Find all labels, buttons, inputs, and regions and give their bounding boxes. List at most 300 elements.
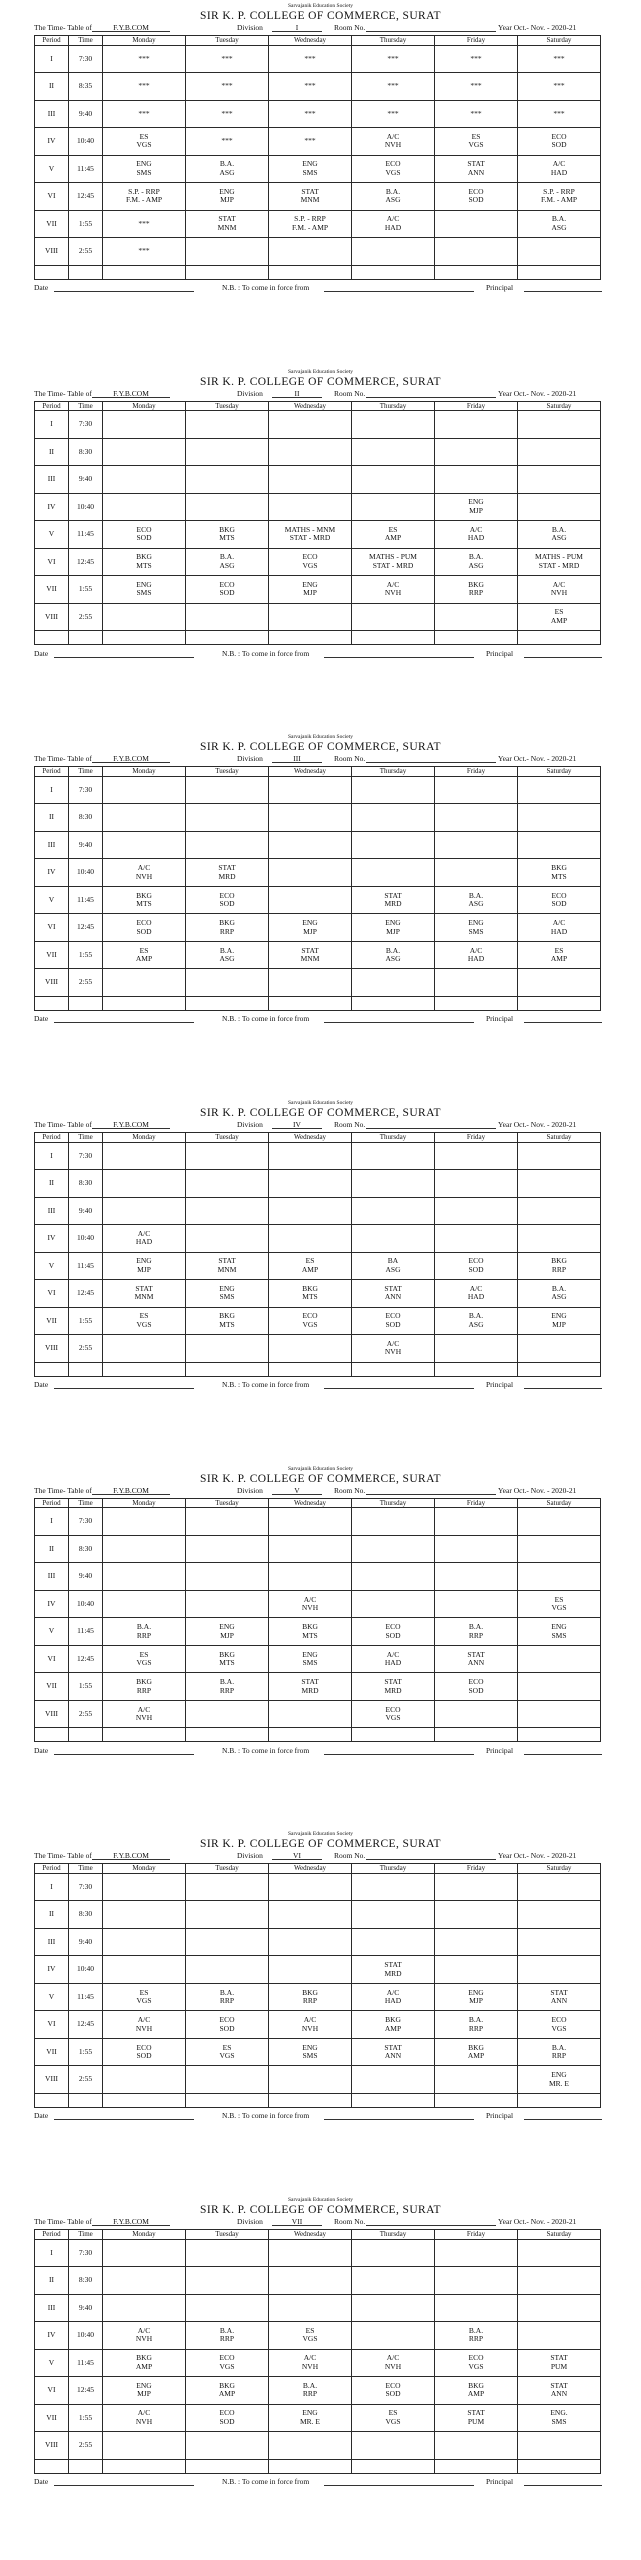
lecture-cell-friday: ES VGS [435,128,518,156]
column-header-saturday: Saturday [518,1133,601,1143]
lecture-cell-friday [435,1508,518,1536]
lecture-cell-tuesday [186,2267,269,2295]
room-label: Room No. [334,1851,366,1861]
nb-note: N.B. : To come in force from [222,283,310,292]
period-number: VII [35,1307,69,1335]
lecture-cell-thursday: BKG AMP [352,2011,435,2039]
period-number: VII [35,1673,69,1701]
period-time: 7:30 [69,2239,103,2267]
lecture-cell-thursday: B.A. ASG [352,183,435,211]
period-number: III [35,1563,69,1591]
lecture-cell-monday [103,1197,186,1225]
lecture-cell-thursday [352,1197,435,1225]
lecture-cell-friday: STAT PUM [435,2404,518,2432]
lecture-cell-tuesday: B.A. RRP [186,2322,269,2350]
timetable-of-label: The Time- Table of [34,388,92,398]
lecture-cell-tuesday: B.A. ASG [186,548,269,576]
lecture-cell-thursday [352,859,435,887]
college-name: SIR K. P. COLLEGE OF COMMERCE, SURAT [200,375,441,388]
college-name: SIR K. P. COLLEGE OF COMMERCE, SURAT [200,741,441,754]
principal-line [524,2476,602,2486]
date-line [54,1379,194,1389]
period-time: 1:55 [69,941,103,969]
lecture-cell-thursday: *** [352,100,435,128]
lecture-cell-thursday: ECO VGS [352,155,435,183]
lecture-cell-friday: *** [435,73,518,101]
lecture-cell-tuesday [186,831,269,859]
lecture-cell-tuesday [186,1901,269,1929]
room-value [366,22,496,32]
lecture-cell-friday [435,466,518,494]
lecture-cell-thursday: A/C HAD [352,210,435,238]
period-number: V [35,1983,69,2011]
nb-note: N.B. : To come in force from [222,1745,310,1755]
year-label: Year Oct.- Nov. - 2020-21 [498,1120,577,1130]
college-name: SIR K. P. COLLEGE OF COMMERCE, SURAT [200,1472,441,1485]
period-row [35,1873,601,1901]
period-time: 7:30 [69,1508,103,1536]
room-value [366,753,496,763]
period-time: 10:40 [69,859,103,887]
division-label: Division [237,1485,263,1495]
lecture-cell-saturday: *** [518,73,601,101]
period-row [35,1280,601,1308]
lecture-cell-wednesday [269,1956,352,1984]
date-line [54,282,194,292]
lecture-cell-friday [435,1590,518,1618]
lecture-cell-monday [103,2066,186,2094]
period-number: VI [35,2011,69,2039]
lecture-cell-thursday [352,493,435,521]
room-value [366,388,496,398]
period-time: 11:45 [69,521,103,549]
period-time: 10:40 [69,1225,103,1253]
period-time: 11:45 [69,1252,103,1280]
period-row [35,2404,601,2432]
lecture-cell-thursday: ENG MJP [352,914,435,942]
lecture-cell-thursday: A/C HAD [352,1645,435,1673]
period-time: 11:45 [69,1983,103,2011]
lecture-cell-monday [103,969,186,997]
lecture-cell-wednesday: A/C NVH [269,2349,352,2377]
division-value: III [272,753,322,763]
period-time: 1:55 [69,2038,103,2066]
column-header-period: Period [35,1498,69,1508]
lecture-cell-wednesday: MATHS - MNM STAT - MRD [269,521,352,549]
column-header-friday: Friday [435,401,518,411]
society-name: Sarvajanik Education Society [287,368,354,375]
lecture-cell-thursday: B.A. ASG [352,941,435,969]
period-number: VIII [35,1700,69,1728]
class-name: F.Y.B.COM [92,1850,170,1860]
lecture-cell-wednesday [269,859,352,887]
period-number: VIII [35,2432,69,2460]
period-number: VII [35,941,69,969]
period-number: V [35,1252,69,1280]
column-header-row [35,1864,601,1874]
column-header-monday: Monday [103,36,186,46]
column-header-saturday: Saturday [518,401,601,411]
column-header-tuesday: Tuesday [186,1864,269,1874]
lecture-cell-saturday: MATHS - PUM STAT - MRD [518,548,601,576]
blank-row [35,1728,601,1742]
period-time: 7:30 [69,411,103,439]
period-row [35,45,601,73]
period-time: 2:55 [69,1700,103,1728]
lecture-cell-wednesday: ENG SMS [269,155,352,183]
lecture-cell-thursday [352,776,435,804]
lecture-cell-saturday [518,438,601,466]
column-header-friday: Friday [435,36,518,46]
lecture-cell-friday: *** [435,100,518,128]
lecture-cell-thursday [352,1590,435,1618]
column-header-wednesday: Wednesday [269,36,352,46]
lecture-cell-monday [103,1142,186,1170]
lecture-cell-monday [103,2432,186,2460]
period-row [35,210,601,238]
lecture-cell-saturday [518,238,601,266]
year-label: Year Oct.- Nov. - 2020-21 [498,1485,577,1495]
date-label: Date [34,1745,49,1755]
lecture-cell-wednesday: BKG RRP [269,1983,352,2011]
nb-line [324,2110,474,2120]
lecture-cell-tuesday [186,1535,269,1563]
lecture-cell-tuesday: ENG MJP [186,183,269,211]
period-time: 9:40 [69,1197,103,1225]
period-row [35,1563,601,1591]
period-row [35,1508,601,1536]
lecture-cell-wednesday [269,1928,352,1956]
division-label: Division [237,1120,263,1130]
lecture-cell-monday [103,2239,186,2267]
lecture-cell-monday [103,2267,186,2295]
period-row [35,2066,601,2094]
period-row [35,1645,601,1673]
lecture-cell-wednesday: *** [269,100,352,128]
lecture-cell-thursday [352,238,435,266]
lecture-cell-friday: ECO SOD [435,1673,518,1701]
date-label: Date [34,1014,49,1024]
lecture-cell-wednesday: ENG SMS [269,2038,352,2066]
period-time: 11:45 [69,155,103,183]
period-number: VII [35,2404,69,2432]
lecture-cell-monday: A/C NVH [103,1700,186,1728]
timetable-grid [34,1132,601,1377]
lecture-cell-tuesday [186,776,269,804]
timetable-sheet-division-vii [0,2194,641,2560]
column-header-thursday: Thursday [352,36,435,46]
lecture-cell-thursday [352,969,435,997]
lecture-cell-wednesday: ECO VGS [269,1307,352,1335]
lecture-cell-wednesday: ENG MJP [269,576,352,604]
lecture-cell-thursday [352,411,435,439]
lecture-cell-thursday [352,1508,435,1536]
division-value: I [272,22,322,32]
nb-line [324,1745,474,1755]
period-row [35,1673,601,1701]
column-header-monday: Monday [103,767,186,777]
lecture-cell-saturday [518,2432,601,2460]
period-time: 2:55 [69,969,103,997]
timetable-grid [34,35,601,280]
lecture-cell-wednesday [269,1508,352,1536]
lecture-cell-monday: ECO SOD [103,2038,186,2066]
column-header-friday: Friday [435,1133,518,1143]
column-header-period: Period [35,1864,69,1874]
lecture-cell-monday: BKG RRP [103,1673,186,1701]
lecture-cell-friday: BKG RRP [435,576,518,604]
period-number: VI [35,2377,69,2405]
period-number: II [35,2267,69,2295]
lecture-cell-wednesday [269,493,352,521]
period-number: V [35,1618,69,1646]
lecture-cell-wednesday [269,2267,352,2295]
lecture-cell-saturday: ECO SOD [518,886,601,914]
lecture-cell-friday: *** [435,45,518,73]
period-time: 12:45 [69,1280,103,1308]
lecture-cell-wednesday [269,1142,352,1170]
lecture-cell-friday [435,438,518,466]
period-number: V [35,521,69,549]
lecture-cell-wednesday [269,603,352,631]
period-number: III [35,1928,69,1956]
lecture-cell-monday [103,2294,186,2322]
lecture-cell-wednesday [269,776,352,804]
lecture-cell-monday: *** [103,100,186,128]
period-row [35,1142,601,1170]
lecture-cell-thursday: A/C NVH [352,2349,435,2377]
period-row [35,1700,601,1728]
division-label: Division [237,754,263,764]
principal-line [524,282,602,292]
period-number: III [35,2294,69,2322]
column-header-friday: Friday [435,2230,518,2240]
period-row [35,2011,601,2039]
lecture-cell-saturday: STAT ANN [518,2377,601,2405]
lecture-cell-thursday: ECO SOD [352,2377,435,2405]
date-label: Date [34,2477,49,2487]
lecture-cell-saturday: B.A. ASG [518,210,601,238]
period-row [35,183,601,211]
timetable-footer [34,282,604,294]
principal-line [524,2110,602,2120]
lecture-cell-monday: A/C NVH [103,859,186,887]
period-time: 7:30 [69,776,103,804]
nb-line [324,1379,474,1389]
period-row [35,576,601,604]
lecture-cell-tuesday [186,2239,269,2267]
nb-note: N.B. : To come in force from [222,648,310,658]
lecture-cell-thursday [352,1225,435,1253]
lecture-cell-tuesday [186,411,269,439]
period-row [35,2322,601,2350]
timetable-footer [34,1745,604,1757]
lecture-cell-tuesday: B.A. RRP [186,1673,269,1701]
lecture-cell-friday [435,1956,518,1984]
lecture-cell-monday [103,438,186,466]
lecture-cell-friday: B.A. RRP [435,1618,518,1646]
lecture-cell-friday: BKG AMP [435,2377,518,2405]
timetable-of-label: The Time- Table of [34,23,92,32]
lecture-cell-monday [103,411,186,439]
lecture-cell-tuesday: STAT MRD [186,859,269,887]
period-row [35,2349,601,2377]
year-label: Year Oct.- Nov. - 2020-21 [498,2217,577,2227]
lecture-cell-monday: ES AMP [103,941,186,969]
lecture-cell-tuesday: *** [186,45,269,73]
column-header-time: Time [69,36,103,46]
lecture-cell-monday: BKG MTS [103,548,186,576]
period-row [35,2038,601,2066]
class-name: F.Y.B.COM [92,1485,170,1495]
lecture-cell-wednesday: STAT MRD [269,1673,352,1701]
period-number: II [35,1170,69,1198]
lecture-cell-tuesday: ES VGS [186,2038,269,2066]
period-row [35,941,601,969]
college-name: SIR K. P. COLLEGE OF COMMERCE, SURAT [200,1838,441,1851]
timetable-of-label: The Time- Table of [34,1851,92,1861]
lecture-cell-friday: ECO SOD [435,183,518,211]
lecture-cell-tuesday: ECO SOD [186,2011,269,2039]
lecture-cell-monday [103,1508,186,1536]
period-row [35,1956,601,1984]
lecture-cell-saturday: BKG RRP [518,1252,601,1280]
division-value: IV [272,1119,322,1129]
lecture-cell-friday: ENG MJP [435,1983,518,2011]
date-label: Date [34,2111,49,2121]
period-time: 12:45 [69,2011,103,2039]
date-line [54,2110,194,2120]
lecture-cell-wednesday [269,1700,352,1728]
column-header-wednesday: Wednesday [269,1498,352,1508]
lecture-cell-saturday: STAT ANN [518,1983,601,2011]
period-number: IV [35,1956,69,1984]
nb-line [324,1013,474,1023]
period-row [35,2239,601,2267]
column-header-wednesday: Wednesday [269,2230,352,2240]
principal-line [524,1379,602,1389]
lecture-cell-wednesday: ECO VGS [269,548,352,576]
period-row [35,1335,601,1363]
lecture-cell-monday: STAT MNM [103,1280,186,1308]
period-number: I [35,2239,69,2267]
lecture-cell-monday: B.A. RRP [103,1618,186,1646]
period-row [35,1618,601,1646]
period-row [35,238,601,266]
column-header-thursday: Thursday [352,1133,435,1143]
timetable-sheet-division-i [0,0,641,366]
lecture-cell-tuesday [186,1170,269,1198]
period-number: II [35,804,69,832]
class-name: F.Y.B.COM [92,388,170,398]
room-value [366,1485,496,1495]
period-row [35,73,601,101]
column-header-friday: Friday [435,1498,518,1508]
lecture-cell-thursday [352,1901,435,1929]
lecture-cell-friday [435,210,518,238]
column-header-row [35,2230,601,2240]
lecture-cell-tuesday [186,1928,269,1956]
timetable-footer [34,1379,604,1391]
lecture-cell-wednesday [269,1197,352,1225]
lecture-cell-tuesday [186,1956,269,1984]
period-row [35,521,601,549]
lecture-cell-tuesday: *** [186,100,269,128]
lecture-cell-wednesday: ENG MJP [269,914,352,942]
lecture-cell-thursday: A/C HAD [352,1983,435,2011]
lecture-cell-friday [435,1335,518,1363]
lecture-cell-friday [435,1170,518,1198]
class-name: F.Y.B.COM [92,753,170,763]
period-row [35,155,601,183]
lecture-cell-tuesday: BKG RRP [186,914,269,942]
period-time: 12:45 [69,548,103,576]
principal-label: Principal [486,1380,514,1390]
lecture-cell-thursday: ECO SOD [352,1618,435,1646]
principal-line [524,1745,602,1755]
lecture-cell-friday [435,2432,518,2460]
lecture-cell-monday [103,1956,186,1984]
timetable-sheet-division-ii [0,366,641,732]
lecture-cell-monday: A/C NVH [103,2322,186,2350]
period-number: I [35,1508,69,1536]
column-header-monday: Monday [103,1133,186,1143]
principal-line [524,1013,602,1023]
lecture-cell-thursday [352,1170,435,1198]
lecture-cell-friday: B.A. ASG [435,1307,518,1335]
lecture-cell-monday: *** [103,210,186,238]
column-header-time: Time [69,1498,103,1508]
timetable-of-label: The Time- Table of [34,1120,92,1130]
lecture-cell-wednesday [269,1225,352,1253]
year-label: Year Oct.- Nov. - 2020-21 [498,388,577,398]
lecture-cell-saturday: ECO SOD [518,128,601,156]
column-header-saturday: Saturday [518,1864,601,1874]
period-row [35,2377,601,2405]
lecture-cell-friday: B.A. RRP [435,2322,518,2350]
lecture-cell-saturday [518,2322,601,2350]
lecture-cell-thursday [352,1873,435,1901]
lecture-cell-thursday: STAT MRD [352,1673,435,1701]
period-row [35,804,601,832]
lecture-cell-tuesday: *** [186,73,269,101]
period-row [35,2267,601,2295]
lecture-cell-tuesday [186,1563,269,1591]
lecture-cell-saturday: A/C HAD [518,155,601,183]
lecture-cell-tuesday [186,466,269,494]
lecture-cell-monday: ES VGS [103,1983,186,2011]
lecture-cell-saturday [518,1225,601,1253]
lecture-cell-tuesday [186,969,269,997]
period-number: VII [35,576,69,604]
year-label: Year Oct.- Nov. - 2020-21 [498,1851,577,1861]
division-value: VI [272,1850,322,1860]
lecture-cell-friday: BKG AMP [435,2038,518,2066]
lecture-cell-tuesday [186,1335,269,1363]
period-row [35,438,601,466]
principal-line [524,648,602,658]
period-time: 1:55 [69,210,103,238]
period-number: VII [35,210,69,238]
lecture-cell-saturday [518,1170,601,1198]
lecture-cell-wednesday: ES AMP [269,1252,352,1280]
lecture-cell-tuesday: ECO VGS [186,2349,269,2377]
lecture-cell-thursday: BA ASG [352,1252,435,1280]
period-row [35,128,601,156]
nb-note: N.B. : To come in force from [222,2477,310,2487]
period-time: 7:30 [69,45,103,73]
division-value: V [272,1485,322,1495]
